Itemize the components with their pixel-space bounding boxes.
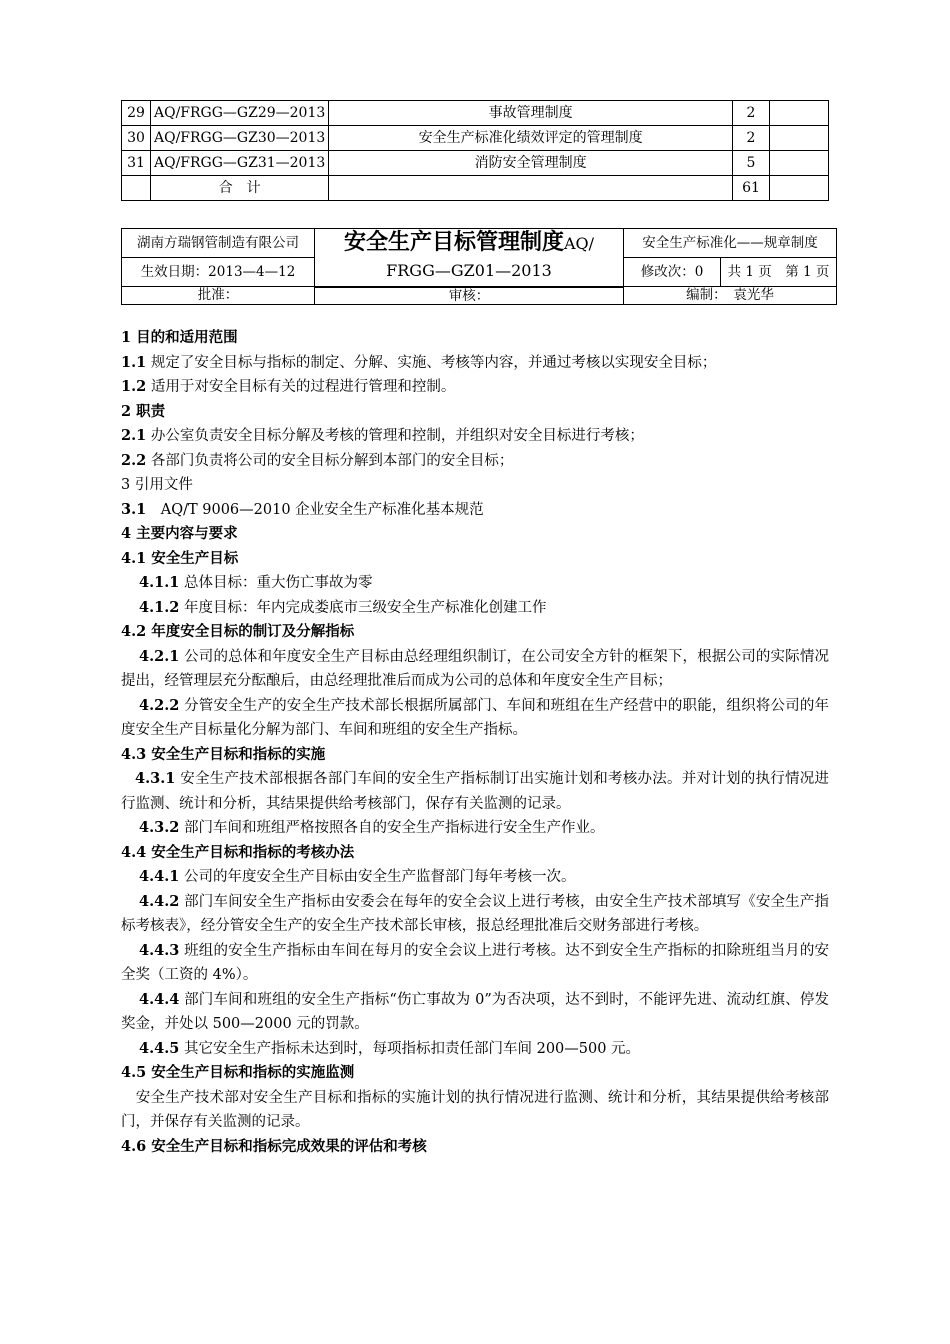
clause-number: 2.2 [121,451,147,469]
clause-number: 1.2 [121,378,147,395]
clause-number: 4.3.2 [139,819,180,836]
company-name: 湖南方瑞钢管制造有限公司 [122,229,315,258]
clause-text: 办公室负责安全目标分解及考核的管理和控制，并组织对安全目标进行考核； [146,428,644,444]
clause-text: 其它安全生产指标未达到时，每项指标扣责任部门车间 200—500 元。 [179,1040,641,1057]
paragraph [121,375,829,400]
clause-number: 3.1 [121,500,147,518]
clause-number: 4.2.1 [139,647,180,665]
document-title-cell [315,229,624,287]
document-body [121,326,829,1159]
review-label: 审核： [315,287,624,305]
paragraph [121,767,829,816]
page-count: 2 [733,101,770,126]
total-label: 合 计 [151,176,329,201]
clause-text: 班组的安全生产指标由车间在每月的安全会议上进行考核。达不到安全生产指标的扣除班组当月的安全奖（工资的 4%）。 [121,942,829,983]
effective-date: 生效日期：2013—4—12 [122,258,315,287]
blank-cell [770,176,829,201]
clause-text: 分管安全生产的安全生产技术部长根据所属部门、车间和班组在生产经营中的职能，组织将公司的年度安全生产目标量化分解为部门、车间和班组的安全生产指标。 [121,697,829,738]
clause-number: 4.4.1 [139,868,180,885]
table-row [122,126,829,151]
subsection-heading: 4.4 安全生产目标和指标的考核办法 [121,843,355,861]
clause-text: 适用于对安全目标有关的过程进行管理和控制。 [146,379,456,395]
document-code: AQ/FRGG—GZ30—2013 [151,126,329,151]
document-category: 安全生产标准化——规章制度 [624,229,837,258]
clause-number: 4.1.1 [139,574,180,591]
clause-number: 2.1 [121,427,147,444]
clause-text: 部门车间安全生产指标由安委会在每年的安全会议上进行考核，由安全生产技术部填写《安全生产指标考核表》，经分管安全生产的安全生产技术部长审核，报总经理批准后交财务部进行考核。 [121,893,829,934]
subsection-heading: 4.5 安全生产目标和指标的实施监测 [121,1064,355,1081]
document-list-table [121,100,829,201]
clause-text: 安全生产技术部根据各部门车间的安全生产指标制订出实施计划和考核办法。并对计划的执行情况进行监测、统计和分析，其结果提供给考核部门，保存有关监测的记录。 [121,771,829,812]
section-heading: 1 目的和适用范围 [121,329,238,346]
clause-number: 4.4.3 [139,941,180,959]
paragraph [121,939,829,988]
clause-text: 部门车间和班组的安全生产指标“伤亡事故为 0”为否决项，达不到时，不能评先进、流动红旗、停发奖金，并处以 500—2000 元的罚款。 [121,991,829,1032]
paragraph [121,498,829,523]
subsection-heading: 4.2 年度安全目标的制订及分解指标 [121,623,355,640]
subsection-heading: 4.1 安全生产目标 [121,549,239,567]
document-code: FRGG—GZ01—2013 [386,260,552,280]
clause-text: AQ/T 9006—2010 企业安全生产标准化基本规范 [146,501,484,518]
clause-number: 1.1 [121,353,147,371]
paragraph [121,694,829,743]
paragraph [121,816,829,841]
clause-number: 4.2.2 [139,696,180,714]
clause-text: 年度目标：年内完成娄底市三级安全生产标准化创建工作 [179,599,547,616]
section-heading: 2 职责 [121,402,166,420]
paragraph [121,351,829,376]
document-code: AQ/FRGG—GZ29—2013 [151,101,329,126]
clause-number: 4.4.2 [139,892,180,910]
row-number: 31 [122,151,151,176]
table-row [122,101,829,126]
document-code-prefix: AQ/ [563,233,595,253]
clause-text: 总体目标：重大伤亡事故为零 [179,575,373,591]
document-title: 安全生产目标管理制度 [343,229,564,255]
page-info: 共 1 页 第 1 页 [721,258,837,287]
blank-cell [770,126,829,151]
document-title: 事故管理制度 [329,101,733,126]
paragraph [121,571,829,596]
header-row [122,229,837,258]
paragraph [121,1037,829,1062]
total-row [122,176,829,201]
paragraph [121,424,829,449]
signature-row [122,287,837,305]
clause-text: 公司的总体和年度安全生产目标由总经理组织制订，在公司安全方针的框架下，根据公司的实际情况提出，经管理层充分酝酿后，由总经理批准后而成为公司的总体和年度安全生产目标； [121,648,829,689]
row-number: 29 [122,101,151,126]
subsection-heading: 4.3 安全生产目标和指标的实施 [121,745,326,763]
page-count: 2 [733,126,770,151]
row-number: 30 [122,126,151,151]
paragraph [121,596,829,621]
blank-cell [770,101,829,126]
paragraph [121,865,829,890]
clause-text: 公司的年度安全生产目标由安全生产监督部门每年考核一次。 [179,869,576,885]
clause-text: 各部门负责将公司的安全目标分解到本部门的安全目标； [146,452,514,469]
total-pages: 61 [733,176,770,201]
clause-text: 部门车间和班组严格按照各自的安全生产指标进行安全生产作业。 [179,820,605,836]
revision-count: 修改次：0 [624,258,721,287]
subsection-heading: 4.6 安全生产目标和指标完成效果的评估和考核 [121,1137,427,1155]
paragraph [121,988,829,1037]
paragraph [121,890,829,939]
approve-label: 批准： [122,287,315,305]
document-title: 安全生产标准化绩效评定的管理制度 [329,126,733,151]
blank-cell [770,151,829,176]
section-heading: 3 引用文件 [121,477,193,493]
page-count: 5 [733,151,770,176]
paragraph [121,449,829,474]
clause-number: 4.4.5 [139,1039,180,1057]
compile-label: 编制： 袁光华 [624,287,837,305]
clause-number: 4.3.1 [135,770,176,787]
paragraph: 安全生产技术部对安全生产目标和指标的实施计划的执行情况进行监测、统计和分析，其结果提供给考核部门，并保存有关监测的记录。 [121,1089,829,1130]
table-row [122,151,829,176]
document-code: AQ/FRGG—GZ31—2013 [151,151,329,176]
paragraph [121,645,829,694]
clause-number: 4.1.2 [139,598,180,616]
section-heading: 4 主要内容与要求 [121,525,238,542]
clause-text: 规定了安全目标与指标的制定、分解、实施、考核等内容，并通过考核以实现安全目标； [146,354,717,371]
clause-number: 4.4.4 [139,990,180,1008]
blank-cell [122,176,151,201]
document-title: 消防安全管理制度 [329,151,733,176]
document-header-table [121,228,837,305]
blank-cell [329,176,733,201]
